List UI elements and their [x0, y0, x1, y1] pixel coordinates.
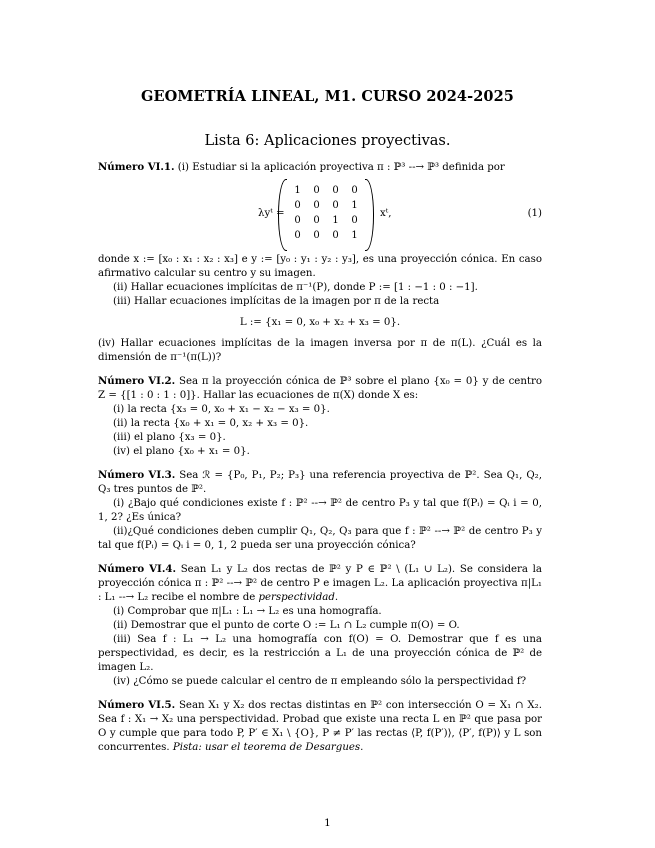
problem-item: (ii) la recta {x₀ + x₁ = 0, x₂ + x₃ = 0}. — [113, 418, 309, 429]
left-paren — [278, 179, 287, 251]
problem-number: Número VI.4. — [98, 563, 176, 575]
problem-item: (iii) Hallar ecuaciones implícitas de la imagen por π de la recta — [113, 296, 440, 307]
matrix-cell: 0 — [313, 230, 320, 241]
problem-text: donde x := [x₀ : x₁ : x₂ : x₃] e y := [y₀ : y₁ : y₂ : y₃], es una proyección cónica. En caso afirmativo calcular su centro y su imagen. — [98, 254, 542, 279]
matrix-row — [288, 228, 364, 243]
projection-matrix — [278, 179, 374, 249]
matrix-row — [288, 198, 364, 213]
problem-item: (iii) el plano {x₃ = 0}. — [113, 432, 226, 443]
matrix-cell: 0 — [294, 230, 301, 241]
equation-number: (1) — [527, 208, 542, 219]
matrix-cell: 0 — [294, 200, 301, 211]
problem-item: (iv) Hallar ecuaciones implícitas de la imagen inversa por π de π(L). ¿Cuál es la dimensión de π⁻¹(π(L))? — [98, 338, 542, 363]
problem-number: Número VI.1. — [98, 161, 175, 173]
equation-rhs: xᵗ, — [380, 208, 392, 219]
matrix-cell: 1 — [294, 185, 301, 196]
matrix-cell: 0 — [351, 185, 358, 196]
matrix-cell: 1 — [351, 200, 358, 211]
problem-intro: (i) Estudiar si la aplicación proyectiva π : ℙ³ --→ ℙ³ definida por — [177, 162, 505, 173]
equation-lhs: λyᵗ = — [258, 208, 285, 219]
matrix-cell: 0 — [332, 230, 339, 241]
matrix-cell: 0 — [313, 185, 320, 196]
matrix-row — [288, 183, 364, 198]
problem-item: (i) la recta {x₃ = 0, x₀ + x₁ − x₂ − x₃ = 0}. — [113, 404, 330, 415]
problem-vi-4 — [98, 562, 542, 689]
problem-intro: Sea ℛ = {P₀, P₁, P₂; P₃} una referencia proyectiva de ℙ². Sea Q₁, Q₂, Q₃ tres puntos de ℙ². — [98, 470, 543, 495]
problem-item: (iv) ¿Cómo se puede calcular el centro de π empleando sólo la perspectividad f? — [113, 676, 527, 687]
problem-vi-2 — [98, 374, 542, 459]
matrix-cell: 1 — [332, 215, 339, 226]
problem-item: (iv) el plano {x₀ + x₁ = 0}. — [113, 446, 250, 457]
matrix-cell: 0 — [313, 200, 320, 211]
matrix-row — [288, 213, 364, 228]
right-paren — [365, 179, 374, 251]
problem-intro: Sea π la proyección cónica de ℙ³ sobre el plano {x₀ = 0} y de centro Z = {[1 : 0 : 1 : 0]}. Hallar las ecuaciones de π(X) donde X es: — [98, 376, 542, 401]
problem-number: Número VI.2. — [98, 375, 176, 387]
problem-item: (ii)¿Qué condiciones deben cumplir Q₁, Q₂, Q₃ para que f : ℙ² --→ ℙ² de centro P₃ y tal que f(Pᵢ) = Qᵢ i = 0, 1, 2 pueda ser una proyección cónica? — [98, 526, 542, 551]
matrix-cell: 1 — [351, 230, 358, 241]
matrix-table — [288, 183, 364, 243]
problem-item: (i) ¿Bajo qué condiciones existe f : ℙ² --→ ℙ² de centro P₃ y tal que f(Pᵢ) = Qᵢ i = 0, 1, 2? ¿Es única? — [98, 498, 542, 523]
document-subtitle: Lista 6: Aplicaciones proyectivas. — [204, 133, 451, 149]
hint-text: Pista: usar el teorema de Desargues. — [172, 742, 364, 753]
problem-vi-3 — [98, 468, 542, 553]
intro-end: . — [334, 592, 339, 603]
problem-item: (ii) Hallar ecuaciones implícitas de π⁻¹(P), donde P := [1 : −1 : 0 : −1]. — [113, 282, 478, 293]
problem-item: (ii) Demostrar que el punto de corte O := L₁ ∩ L₂ cumple π(O) = O. — [113, 620, 460, 631]
term-perspectividad: perspectividad — [258, 592, 335, 603]
problem-number: Número VI.5. — [98, 699, 176, 711]
document-title: GEOMETRÍA LINEAL, M1. CURSO 2024-2025 — [141, 88, 514, 105]
page-number: 1 — [324, 817, 331, 829]
problem-vi-1 — [98, 160, 542, 365]
problem-item: (iii) Sea f : L₁ → L₂ una homografía con f(O) = O. Demostrar que f es una perspectividad, es decir, es la restricción a L₁ de una proyección cónica de ℙ² de imagen L₂. — [98, 634, 542, 673]
matrix-cell: 0 — [294, 215, 301, 226]
matrix-cell: 0 — [351, 215, 358, 226]
problem-list — [98, 160, 542, 764]
problem-text: Sean X₁ y X₂ dos rectas distintas en ℙ² con intersección O = X₁ ∩ X₂. Sea f : X₁ → X₂ una perspectividad. Probad que existe una recta L en ℙ² que pasa por O y cumple que para todo P, P′ ∈ X₁ \ {O}, P ≠ P′ las rectas ⟨P, f(P′)⟩, ⟨P′, f(P)⟩ y L son concurrentes. — [98, 700, 542, 753]
problem-intro: Sean L₁ y L₂ dos rectas de ℙ² y P ∈ ℙ² \ (L₁ ∪ L₂). Se considera la proyección cónica π : ℙ² --→ ℙ² de centro P e imagen L₂. La aplicación proyectiva π|L₁ : L₁ --→ L₂ recibe el nombre de — [98, 564, 542, 603]
problem-vi-5 — [98, 698, 542, 755]
display-equation: L := {x₁ = 0, x₀ + x₂ + x₃ = 0}. — [239, 317, 401, 328]
problem-number: Número VI.3. — [98, 469, 176, 481]
equation-1 — [98, 175, 542, 253]
matrix-cell: 0 — [313, 215, 320, 226]
matrix-cell: 0 — [332, 185, 339, 196]
matrix-cell: 0 — [332, 200, 339, 211]
problem-item: (i) Comprobar que π|L₁ : L₁ → L₂ es una homografía. — [113, 606, 382, 617]
